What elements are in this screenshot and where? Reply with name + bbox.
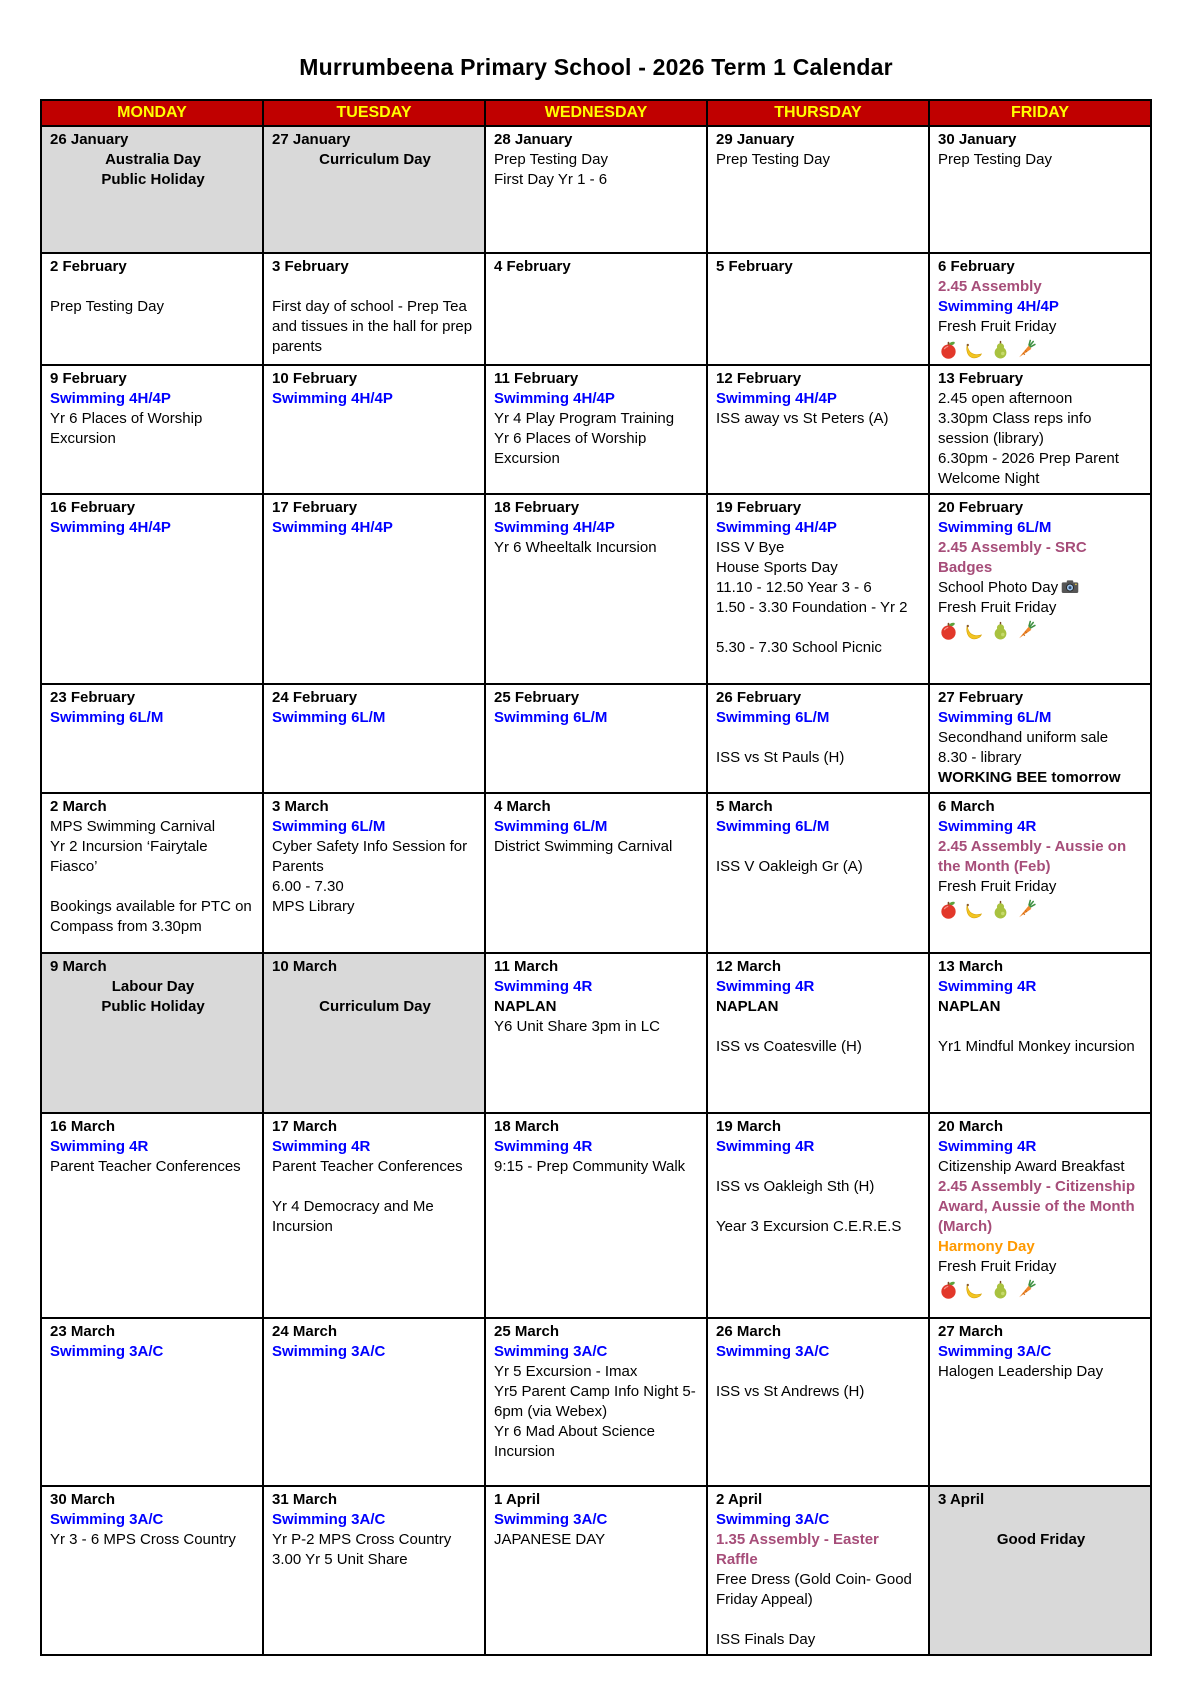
calendar-day-cell (707, 953, 929, 1113)
event-line: Parent Teacher Conferences (50, 1158, 241, 1175)
event-line: 5.30 - 7.30 School Picnic (716, 639, 882, 656)
cell-date: 6 February (938, 258, 1015, 275)
pear-icon (990, 1280, 1016, 1297)
calendar-day-cell (263, 684, 485, 793)
calendar-day-cell (929, 793, 1151, 953)
holiday-label: Good Friday (996, 1531, 1086, 1548)
weekday-header-row (41, 100, 1151, 126)
swimming-event: Swimming 6L/M (716, 709, 830, 726)
apple-icon (938, 621, 964, 638)
event-line: 6.30pm - 2026 Prep Parent Welcome Night (938, 450, 1119, 487)
event-line: Free Dress (Gold Coin- Good Friday Appeal) (716, 1571, 912, 1608)
event-line: Yr P-2 MPS Cross Country (272, 1531, 452, 1548)
event-line: Yr 3 - 6 MPS Cross Country (50, 1531, 236, 1548)
carrot-icon (1016, 621, 1042, 638)
calendar-day-cell (929, 684, 1151, 793)
cell-date: 26 March (716, 1323, 782, 1340)
fruit-icons (938, 337, 1144, 360)
calendar-day-cell (485, 1113, 707, 1318)
calendar-day-cell (263, 365, 485, 494)
swimming-event: Swimming 4R (272, 1138, 371, 1155)
cell-date: 16 February (50, 499, 136, 516)
camera-icon (1058, 579, 1079, 596)
event-line: Yr 5 Excursion - Imax (494, 1363, 638, 1380)
cell-date: 5 February (716, 258, 793, 275)
swimming-event: Swimming 3A/C (50, 1343, 164, 1360)
calendar-day-cell (485, 494, 707, 684)
cell-date: 27 February (938, 689, 1024, 706)
swimming-event: Swimming 4R (50, 1138, 149, 1155)
pear-icon (990, 621, 1016, 638)
calendar-day-cell (263, 1113, 485, 1318)
event-line: Yr5 Parent Camp Info Night 5-6pm (via Webex) (494, 1383, 696, 1420)
spacer-line (938, 1510, 1144, 1530)
cell-date: 26 February (716, 689, 802, 706)
calendar-table (40, 99, 1152, 1656)
swimming-event: Swimming 4H/4P (494, 390, 615, 407)
event-line: 1.50 - 3.30 Foundation - Yr 2 (716, 599, 908, 616)
calendar-day-cell (263, 1486, 485, 1655)
swimming-event: Swimming 4H/4P (716, 390, 837, 407)
calendar-week-row (41, 684, 1151, 793)
calendar-day-cell (485, 253, 707, 365)
cell-date: 2 April (716, 1491, 763, 1508)
holiday-label: Public Holiday (101, 998, 205, 1015)
calendar-week-row (41, 365, 1151, 494)
carrot-icon (1016, 1280, 1042, 1297)
calendar-day-cell (41, 1486, 263, 1655)
calendar-day-cell (707, 365, 929, 494)
event-line: MPS Library (272, 898, 355, 915)
event-line: Prep Testing Day (716, 151, 830, 168)
event-line: ISS vs Oakleigh Sth (H) (716, 1178, 875, 1195)
event-line: Citizenship Award Breakfast (938, 1158, 1125, 1175)
calendar-day-cell (41, 365, 263, 494)
swimming-event: Swimming 4H/4P (272, 390, 393, 407)
swimming-event: Swimming 3A/C (494, 1343, 608, 1360)
calendar-day-cell (929, 1486, 1151, 1655)
weekday-header-thursday: THURSDAY (707, 100, 929, 126)
calendar-week-row (41, 494, 1151, 684)
event-line: Secondhand uniform sale (938, 729, 1109, 746)
calendar-day-cell (929, 126, 1151, 253)
event-line: MPS Swimming Carnival (50, 818, 216, 835)
cell-date: 20 March (938, 1118, 1004, 1135)
cell-date: 28 January (494, 131, 573, 148)
event-line: NAPLAN (716, 998, 779, 1015)
calendar-day-cell (929, 253, 1151, 365)
cell-date: 20 February (938, 499, 1024, 516)
event-line: School Photo Day (938, 578, 1144, 598)
spacer-line (716, 837, 922, 857)
swimming-event: Swimming 4R (716, 1138, 815, 1155)
spacer-line (938, 1017, 1144, 1037)
calendar-week-row (41, 1486, 1151, 1655)
cell-date: 19 February (716, 499, 802, 516)
calendar-day-cell (485, 793, 707, 953)
event-line: Fresh Fruit Friday (938, 599, 1057, 616)
cell-date: 3 February (272, 258, 349, 275)
event-line: WORKING BEE tomorrow (938, 769, 1121, 786)
cell-date: 27 March (938, 1323, 1004, 1340)
calendar-day-cell (707, 1486, 929, 1655)
event-line: 3.00 Yr 5 Unit Share (272, 1551, 408, 1568)
event-line: Cyber Safety Info Session for Parents (272, 838, 468, 875)
holiday-label: Public Holiday (101, 171, 205, 188)
cell-date: 18 February (494, 499, 580, 516)
event-line: JAPANESE DAY (494, 1531, 606, 1548)
cell-date: 2 March (50, 798, 107, 815)
calendar-day-cell (41, 126, 263, 253)
cell-date: 1 April (494, 1491, 541, 1508)
calendar-day-cell (707, 253, 929, 365)
fruit-icons (938, 618, 1144, 641)
cell-date: 13 February (938, 370, 1024, 387)
cell-date: 30 January (938, 131, 1017, 148)
holiday-label: Labour Day (111, 978, 195, 995)
swimming-event: Swimming 4H/4P (494, 519, 615, 536)
event-line: District Swimming Carnival (494, 838, 673, 855)
calendar-day-cell (263, 793, 485, 953)
event-line: ISS V Oakleigh Gr (A) (716, 858, 863, 875)
holiday-label: Curriculum Day (319, 151, 431, 168)
swimming-event: Swimming 4R (716, 978, 815, 995)
cell-date: 25 February (494, 689, 580, 706)
assembly-event: 2.45 Assembly - Citizenship Award, Aussie of the Month (March) (938, 1178, 1136, 1235)
calendar-day-cell (929, 953, 1151, 1113)
event-line: Yr 2 Incursion ‘Fairytale Fiasco’ (50, 838, 208, 875)
calendar-day-cell (485, 365, 707, 494)
swimming-event: Swimming 6L/M (50, 709, 164, 726)
swimming-event: Swimming 6L/M (938, 709, 1052, 726)
spacer-line (716, 1362, 922, 1382)
spacer-line (716, 1017, 922, 1037)
calendar-day-cell (263, 126, 485, 253)
banana-icon (964, 340, 990, 357)
apple-icon (938, 1280, 964, 1297)
cell-date: 25 March (494, 1323, 560, 1340)
event-line: Yr 4 Democracy and Me Incursion (272, 1198, 434, 1235)
weekday-header-wednesday: WEDNESDAY (485, 100, 707, 126)
assembly-event: 1.35 Assembly - Easter Raffle (716, 1531, 879, 1568)
spacer-line (272, 277, 478, 297)
holiday-label: Australia Day (105, 151, 201, 168)
holiday-label: Curriculum Day (319, 998, 431, 1015)
spacer-line (272, 977, 478, 997)
calendar-day-cell (41, 253, 263, 365)
calendar-day-cell (485, 684, 707, 793)
banana-icon (964, 900, 990, 917)
assembly-event: 2.45 Assembly - Aussie on the Month (Feb) (938, 838, 1127, 875)
calendar-day-cell (41, 1113, 263, 1318)
weekday-header-friday: FRIDAY (929, 100, 1151, 126)
calendar-day-cell (485, 126, 707, 253)
swimming-event: Swimming 6L/M (716, 818, 830, 835)
swimming-event: Swimming 3A/C (716, 1511, 830, 1528)
weekday-header-monday: MONDAY (41, 100, 263, 126)
swimming-event: Swimming 6L/M (494, 709, 608, 726)
cell-date: 24 February (272, 689, 358, 706)
cell-date: 29 January (716, 131, 795, 148)
cell-date: 4 February (494, 258, 571, 275)
cell-date: 9 February (50, 370, 127, 387)
calendar-day-cell (929, 365, 1151, 494)
calendar-day-cell (485, 1486, 707, 1655)
event-line: Fresh Fruit Friday (938, 878, 1057, 895)
swimming-event: Swimming 4R (938, 978, 1037, 995)
calendar-header (41, 100, 1151, 126)
swimming-event: Swimming 4R (494, 978, 593, 995)
spacer-line (716, 618, 922, 638)
event-line: First Day Yr 1 - 6 (494, 171, 608, 188)
calendar-day-cell (485, 1318, 707, 1486)
calendar-week-row (41, 793, 1151, 953)
calendar-day-cell (263, 253, 485, 365)
cell-date: 11 February (494, 370, 579, 387)
calendar-day-cell (41, 494, 263, 684)
calendar-week-row (41, 126, 1151, 253)
cell-date: 23 February (50, 689, 136, 706)
calendar-day-cell (707, 1113, 929, 1318)
cell-date: 6 March (938, 798, 995, 815)
swimming-event: Swimming 3A/C (716, 1343, 830, 1360)
swimming-event: Swimming 4R (938, 1138, 1037, 1155)
swimming-event: Swimming 3A/C (938, 1343, 1052, 1360)
cell-date: 12 February (716, 370, 802, 387)
calendar-day-cell (41, 953, 263, 1113)
event-line: NAPLAN (494, 998, 557, 1015)
event-line: Fresh Fruit Friday (938, 318, 1057, 335)
apple-icon (938, 340, 964, 357)
event-line: NAPLAN (938, 998, 1001, 1015)
event-line: Yr 6 Places of Worship Excursion (494, 430, 647, 467)
cell-date: 12 March (716, 958, 782, 975)
calendar-day-cell (707, 1318, 929, 1486)
cell-date: 17 February (272, 499, 358, 516)
calendar-day-cell (707, 684, 929, 793)
event-line: 3.30pm Class reps info session (library) (938, 410, 1092, 447)
cell-date: 5 March (716, 798, 773, 815)
event-line: Yr 4 Play Program Training (494, 410, 675, 427)
cell-date: 27 January (272, 131, 351, 148)
harmony-day-event: Harmony Day (938, 1238, 1035, 1255)
event-line: 6.00 - 7.30 (272, 878, 344, 895)
spacer-line (716, 728, 922, 748)
swimming-event: Swimming 4H/4P (938, 298, 1059, 315)
cell-date: 26 January (50, 131, 129, 148)
assembly-event: 2.45 Assembly (938, 278, 1042, 295)
event-line: ISS away vs St Peters (A) (716, 410, 889, 427)
event-line: Parent Teacher Conferences (272, 1158, 463, 1175)
swimming-event: Swimming 6L/M (494, 818, 608, 835)
calendar-body (41, 126, 1151, 1655)
apple-icon (938, 900, 964, 917)
event-line: First day of school - Prep Tea and tissues in the hall for prep parents (272, 298, 473, 355)
calendar-day-cell (263, 1318, 485, 1486)
calendar-day-cell (41, 1318, 263, 1486)
swimming-event: Swimming 3A/C (272, 1343, 386, 1360)
calendar-day-cell (263, 953, 485, 1113)
cell-date: 23 March (50, 1323, 116, 1340)
event-line: Fresh Fruit Friday (938, 1258, 1057, 1275)
calendar-day-cell (929, 494, 1151, 684)
event-line: Halogen Leadership Day (938, 1363, 1104, 1380)
calendar-week-row (41, 253, 1151, 365)
swimming-event: Swimming 6L/M (938, 519, 1052, 536)
pear-icon (990, 900, 1016, 917)
spacer-line (716, 1610, 922, 1630)
swimming-event: Swimming 6L/M (272, 818, 386, 835)
calendar-day-cell (41, 684, 263, 793)
banana-icon (964, 621, 990, 638)
cell-date: 19 March (716, 1118, 782, 1135)
cell-date: 2 February (50, 258, 127, 275)
spacer-line (272, 1177, 478, 1197)
carrot-icon (1016, 900, 1042, 917)
cell-date: 10 March (272, 958, 338, 975)
weekday-header-tuesday: TUESDAY (263, 100, 485, 126)
spacer-line (50, 877, 256, 897)
event-line: Year 3 Excursion C.E.R.E.S (716, 1218, 902, 1235)
event-line: 9:15 - Prep Community Walk (494, 1158, 686, 1175)
event-line: ISS vs Coatesville (H) (716, 1038, 862, 1055)
event-line: ISS V Bye (716, 539, 785, 556)
calendar-week-row (41, 1113, 1151, 1318)
calendar-day-cell (485, 953, 707, 1113)
cell-date: 9 March (50, 958, 107, 975)
event-line: 8.30 - library (938, 749, 1022, 766)
spacer-line (50, 277, 256, 297)
cell-date: 30 March (50, 1491, 116, 1508)
swimming-event: Swimming 3A/C (50, 1511, 164, 1528)
pear-icon (990, 340, 1016, 357)
swimming-event: Swimming 4H/4P (50, 390, 171, 407)
fruit-icons (938, 897, 1144, 920)
swimming-event: Swimming 6L/M (272, 709, 386, 726)
event-line: 11.10 - 12.50 Year 3 - 6 (716, 579, 872, 596)
event-line: ISS Finals Day (716, 1631, 816, 1648)
swimming-event: Swimming 4R (938, 818, 1037, 835)
event-line: Yr1 Mindful Monkey incursion (938, 1038, 1135, 1055)
cell-date: 10 February (272, 370, 358, 387)
calendar-day-cell (929, 1113, 1151, 1318)
cell-date: 13 March (938, 958, 1004, 975)
event-line: Prep Testing Day (50, 298, 164, 315)
cell-date: 16 March (50, 1118, 116, 1135)
event-line: Y6 Unit Share 3pm in LC (494, 1018, 660, 1035)
event-line: ISS vs St Pauls (H) (716, 749, 845, 766)
swimming-event: Swimming 4R (494, 1138, 593, 1155)
calendar-day-cell (263, 494, 485, 684)
event-line: Prep Testing Day (938, 151, 1052, 168)
swimming-event: Swimming 4H/4P (272, 519, 393, 536)
assembly-event: 2.45 Assembly - SRC Badges (938, 539, 1087, 576)
swimming-event: Swimming 3A/C (494, 1511, 608, 1528)
swimming-event: Swimming 4H/4P (716, 519, 837, 536)
event-line: Yr 6 Wheeltalk Incursion (494, 539, 657, 556)
carrot-icon (1016, 340, 1042, 357)
event-line: Bookings available for PTC on Compass from 3.30pm (50, 898, 252, 935)
cell-date: 18 March (494, 1118, 560, 1135)
swimming-event: Swimming 4H/4P (50, 519, 171, 536)
calendar-week-row (41, 1318, 1151, 1486)
banana-icon (964, 1280, 990, 1297)
fruit-icons (938, 1277, 1144, 1300)
page-title: Murrumbeena Primary School - 2026 Term 1 Calendar (299, 54, 893, 80)
cell-date: 4 March (494, 798, 551, 815)
calendar-day-cell (41, 793, 263, 953)
event-line: Prep Testing Day (494, 151, 608, 168)
spacer-line (716, 1157, 922, 1177)
event-line: 2.45 open afternoon (938, 390, 1073, 407)
calendar-day-cell (929, 1318, 1151, 1486)
calendar-day-cell (707, 793, 929, 953)
calendar-day-cell (707, 494, 929, 684)
cell-date: 17 March (272, 1118, 338, 1135)
cell-date: 3 March (272, 798, 329, 815)
event-line: House Sports Day (716, 559, 838, 576)
cell-date: 24 March (272, 1323, 338, 1340)
event-line: Yr 6 Places of Worship Excursion (50, 410, 203, 447)
calendar-day-cell (707, 126, 929, 253)
event-line: ISS vs St Andrews (H) (716, 1383, 865, 1400)
cell-date: 3 April (938, 1491, 985, 1508)
event-line: Yr 6 Mad About Science Incursion (494, 1423, 655, 1460)
cell-date: 31 March (272, 1491, 338, 1508)
spacer-line (716, 1197, 922, 1217)
calendar-week-row (41, 953, 1151, 1113)
swimming-event: Swimming 3A/C (272, 1511, 386, 1528)
cell-date: 11 March (494, 958, 559, 975)
